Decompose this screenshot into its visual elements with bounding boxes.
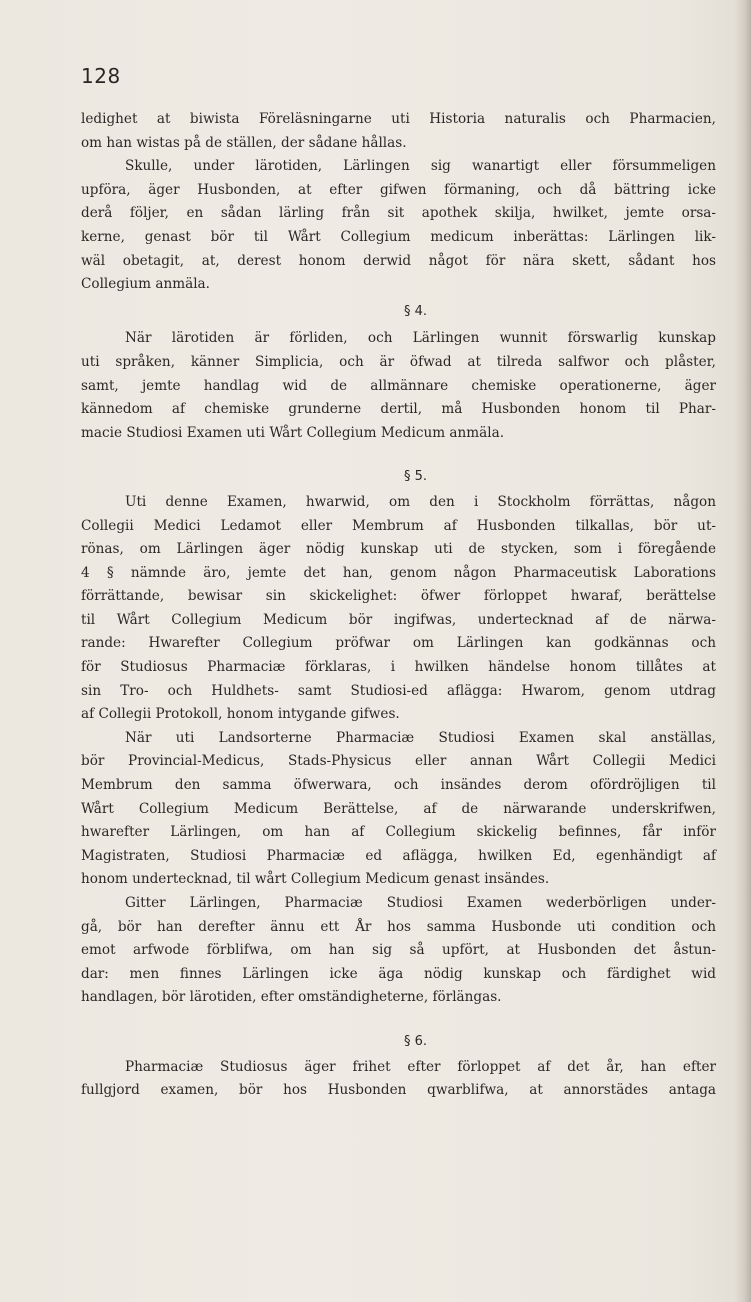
text-line: Membrum den samma öfwerwara, och insändes derom ofördröjligen til: [81, 777, 716, 794]
text-line: Skulle, under lärotiden, Lärlingen sig wanartigt eller försummeligen: [125, 158, 716, 175]
text-line: honom undertecknad, til wårt Collegium Medicum genast insändes.: [81, 871, 550, 888]
text-line: handlagen, bör lärotiden, efter omständigheterne, förlängas.: [81, 989, 502, 1006]
text-line: När uti Landsorterne Pharmaciæ Studiosi Examen skal anställas,: [125, 729, 716, 746]
page-edge-shadow: [735, 0, 751, 1302]
text-line: Wårt Collegium Medicum Berättelse, af de närwarande underskrifwen,: [81, 800, 716, 817]
paragraph-2: [81, 155, 716, 297]
paragraph-5: [81, 727, 716, 892]
text-line: til Wårt Collegium Medicum bör ingifwas, undertecknad af de närwa-: [81, 611, 716, 628]
text-line: kännedom af chemiske grunderne dertil, må Husbonden honom til Phar-: [81, 401, 716, 418]
text-line: om han wistas på de ställen, der sådane hållas.: [81, 134, 407, 151]
text-line: kerne, genast bör til Wårt Collegium medicum inberättas: Lärlingen lik-: [81, 228, 716, 245]
text-line: bör Provincial-Medicus, Stads-Physicus eller annan Wårt Collegii Medici: [81, 753, 716, 770]
text-line: Gitter Lärlingen, Pharmaciæ Studiosi Examen wederbörligen under-: [125, 895, 716, 911]
text-line: Uti denne Examen, hwarwid, om den i Stockholm förrättas, någon: [125, 493, 716, 510]
text-line: samt, jemte handlag wid de allmännare chemiske operationerne, äger: [81, 377, 716, 394]
text-line: rönas, om Lärlingen äger nödig kunskap uti de stycken, som i föregående: [81, 541, 716, 558]
text-line: för Studiosus Pharmaciæ förklaras, i hwilken händelse honom tillåtes at: [81, 659, 716, 676]
text-line: fullgjord examen, bör hos Husbonden qwarblifwa, at annorstädes antaga: [81, 1082, 716, 1099]
text-line: Collegii Medici Ledamot eller Membrum af Husbonden tilkallas, bör ut-: [81, 517, 716, 534]
text-line: dar: men finnes Lärlingen icke äga nödig kunskap och färdighet wid: [81, 965, 716, 982]
paragraph-1: [81, 108, 716, 155]
text-line: rande: Hwarefter Collegium pröfwar om Lärlingen kan godkännas och: [81, 635, 716, 652]
paragraph-4: [81, 491, 716, 727]
text-line: derå följer, en sådan lärling från sit apothek skilja, hwilket, jemte orsa-: [81, 205, 716, 222]
text-line: emot arfwode förblifwa, om han sig så upfört, at Husbonden det åstun-: [81, 942, 716, 959]
text-line: Pharmaciæ Studiosus äger frihet efter förloppet af det år, han efter: [125, 1058, 716, 1075]
text-line: Collegium anmäla.: [81, 276, 210, 293]
text-line: 4 § nämnde äro, jemte det han, genom någon Pharmaceutisk Laborations: [81, 564, 716, 581]
text-line: wäl obetagit, at, derest honom derwid något för nära skett, sådant hos: [81, 252, 716, 269]
paragraph-7: [81, 1056, 716, 1103]
page-text: [81, 108, 716, 1103]
text-line: ledighet at biwista Föreläsningarne uti Historia naturalis och Pharmacien,: [81, 111, 716, 127]
section-heading-4: § 4.: [403, 303, 428, 319]
text-line: macie Studiosi Examen uti Wårt Collegium Medicum anmäla.: [81, 424, 505, 441]
text-line: af Collegii Protokoll, honom intygande gifwes.: [81, 706, 400, 723]
text-line: förrättande, bewisar sin skickelighet: öfwer förloppet hwaraf, berättelse: [81, 588, 716, 605]
section-heading-6: § 6.: [403, 1033, 428, 1049]
text-line: sin Tro- och Huldhets- samt Studiosi-ed aflägga: Hwarom, genom utdrag: [81, 682, 716, 699]
section-heading-5: § 5.: [403, 469, 428, 485]
text-line: gå, bör han derefter ännu ett År hos samma Husbonde uti condition och: [81, 918, 716, 935]
text-line: hwarefter Lärlingen, om han af Collegium skickelig befinnes, får inför: [81, 824, 716, 841]
text-line: När lärotiden är förliden, och Lärlingen wunnit förswarlig kunskap: [125, 330, 716, 347]
text-line: Magistraten, Studiosi Pharmaciæ ed aflägga, hwilken Ed, egenhändigt af: [81, 847, 716, 864]
paragraph-6: [81, 892, 716, 1010]
paragraph-3: [81, 327, 716, 445]
text-line: upföra, äger Husbonden, at efter gifwen förmaning, och då bättring icke: [81, 181, 716, 198]
page-number: 128: [81, 64, 121, 88]
text-line: uti språken, känner Simplicia, och är öfwad at tilreda salfwor och plåster,: [81, 353, 716, 370]
